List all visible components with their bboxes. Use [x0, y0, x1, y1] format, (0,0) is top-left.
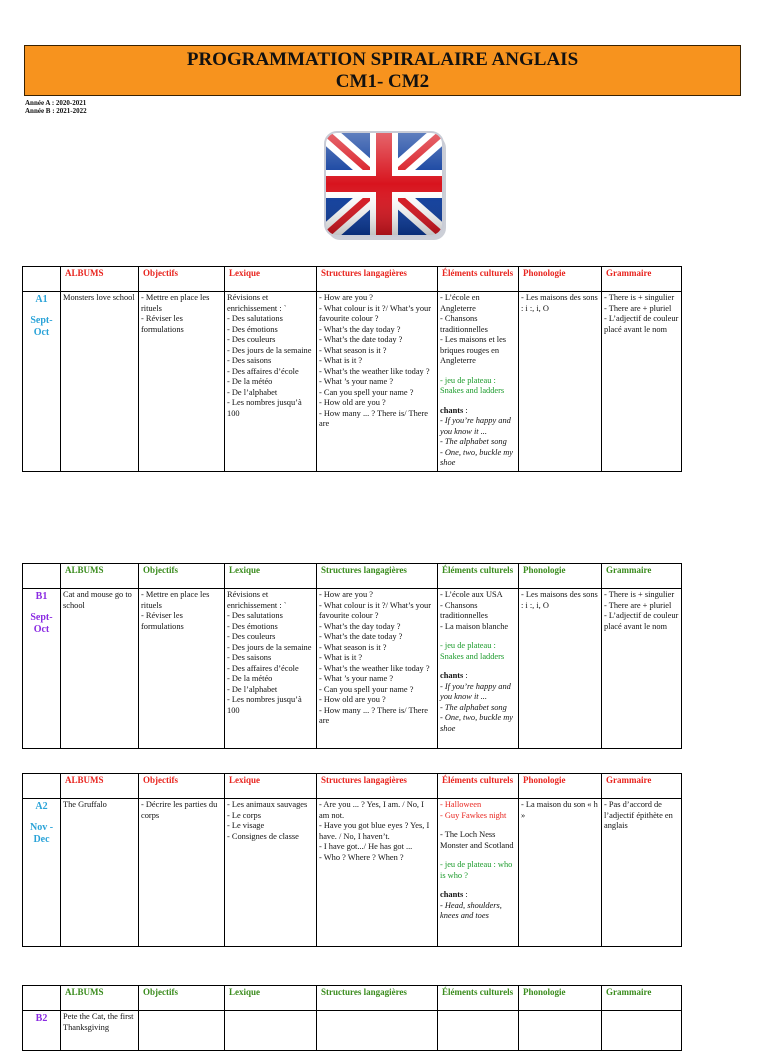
period-code: A1: [35, 294, 48, 305]
grammaire-cell: - Pas d’accord de l’adjectif épithète en anglais: [602, 799, 682, 947]
col-culture: Éléments culturels: [438, 986, 519, 1011]
col-grammaire: Grammaire: [602, 986, 682, 1011]
col-lexique: Lexique: [225, 564, 317, 589]
culture-cell: - Halloween - Guy Fawkes night - The Loch Ness Monster and Scotland - jeu de plateau : who is who ? chants : - Head, shoulders, knees and toes: [438, 799, 519, 947]
objectifs-cell: - Décrire les parties du corps: [139, 799, 225, 947]
program-table-b2: [22, 985, 682, 1051]
culture-game: - jeu de plateau : who is who ?: [440, 860, 513, 880]
lexique-cell: Révisions et enrichissement : ` - Des salutations - Des émotions - Des couleurs - Des jours de la semaine - Des saisons - Des affaires d’école - De la météo - De l’alphabet - Les nombres jusqu’à 100: [225, 292, 317, 472]
culture-guy-fawkes: - Guy Fawkes night: [440, 810, 507, 820]
col-albums: ALBUMS: [61, 774, 139, 799]
col-phonologie: Phonologie: [519, 774, 602, 799]
col-culture: Éléments culturels: [438, 564, 519, 589]
col-albums: ALBUMS: [61, 267, 139, 292]
phonologie-cell: - La maison du son « h »: [519, 799, 602, 947]
col-grammaire: Grammaire: [602, 564, 682, 589]
grammaire-cell: - There is + singulier - There are + pluriel - L’adjectif de couleur placé avant le nom: [602, 589, 682, 749]
col-phonologie: Phonologie: [519, 267, 602, 292]
culture-cell: - L’école en Angleterre - Chansons traditionnelles - Les maisons et les briques rouges en Angleterre - jeu de plateau : Snakes and ladders chants : - If you’re happy and you know it ... - The alphabet song - One, two, buckle my shoe: [438, 292, 519, 472]
period-code: B1: [35, 591, 48, 602]
page-title: PROGRAMMATION SPIRALAIRE ANGLAIS: [186, 49, 579, 70]
phonologie-cell: - Les maisons des sons : i :, i, O: [519, 292, 602, 472]
period-months: Sept- Oct: [30, 612, 53, 635]
col-structures: Structures langagières: [317, 774, 438, 799]
uk-flag-icon: [321, 128, 448, 241]
period-cell: [23, 292, 61, 472]
header-empty: [23, 564, 61, 589]
culture-game: - jeu de plateau : Snakes and ladders: [440, 375, 505, 395]
chants-label: chants: [440, 405, 464, 415]
col-objectifs: Objectifs: [139, 774, 225, 799]
period-code: B2: [35, 1013, 48, 1024]
chants-label: chants: [440, 890, 464, 899]
header-empty: [23, 774, 61, 799]
header-empty: [23, 267, 61, 292]
album-cell: The Gruffalo: [61, 799, 139, 947]
col-structures: Structures langagières: [317, 267, 438, 292]
col-objectifs: Objectifs: [139, 564, 225, 589]
col-phonologie: Phonologie: [519, 564, 602, 589]
program-table-a1: [22, 266, 682, 472]
col-phonologie: Phonologie: [519, 986, 602, 1011]
culture-cell: - L’école aux USA - Chansons traditionnelles - La maison blanche - jeu de plateau : Snakes and ladders chants : - If you’re happy and you know it ... - The alphabet song - One, two, buckle my shoe: [438, 589, 519, 749]
culture-text: - The Loch Ness Monster and Scotland: [440, 830, 514, 850]
col-grammaire: Grammaire: [602, 267, 682, 292]
col-structures: Structures langagières: [317, 986, 438, 1011]
col-culture: Éléments culturels: [438, 774, 519, 799]
school-years: [25, 99, 87, 115]
period-cell: [23, 1011, 61, 1051]
culture-halloween: - Halloween: [440, 800, 482, 809]
col-grammaire: Grammaire: [602, 774, 682, 799]
album-cell: Cat and mouse go to school: [61, 589, 139, 749]
program-table-b1: [22, 563, 682, 749]
page-subtitle: CM1- CM2: [335, 71, 430, 92]
year-b: Année B : 2021-2022: [25, 107, 87, 115]
album-cell: Pete the Cat, the first Thanksgiving: [61, 1011, 139, 1051]
grammaire-cell: - There is + singulier - There are + pluriel - L’adjectif de couleur placé avant le nom: [602, 292, 682, 472]
culture-game: - jeu de plateau : Snakes and ladders: [440, 641, 505, 661]
period-cell: [23, 589, 61, 749]
structures-cell: - How are you ? - What colour is it ?/ What’s your favourite colour ? - What’s the day today ? - What’s the date today ? - What season is it ? - What is it ? - What’s the weather like today ? - What ’s your name ? - Can you spell your name ? - How old are you ? - How many ... ? There is/ There are: [317, 589, 438, 749]
program-table-a2: [22, 773, 682, 947]
col-lexique: Lexique: [225, 774, 317, 799]
phonologie-cell: - Les maisons des sons : i :, i, O: [519, 589, 602, 749]
col-albums: ALBUMS: [61, 986, 139, 1011]
period-code: A2: [35, 801, 48, 812]
col-structures: Structures langagières: [317, 564, 438, 589]
col-albums: ALBUMS: [61, 564, 139, 589]
culture-text: - L’école aux USA - Chansons traditionnelles - La maison blanche: [440, 590, 509, 631]
structures-cell: - How are you ? - What colour is it ?/ What’s your favourite colour ? - What’s the day today ? - What’s the date today ? - What season is it ? - What is it ? - What’s the weather like today ? - What ’s your name ? - Can you spell your name ? - How old are you ? - How many ... ? There is/ There are: [317, 292, 438, 472]
col-lexique: Lexique: [225, 267, 317, 292]
col-lexique: Lexique: [225, 986, 317, 1011]
chants-label: chants: [440, 671, 464, 680]
lexique-cell: Révisions et enrichissement : ` - Des salutations - Des émotions - Des couleurs - Des jours de la semaine - Des saisons - Des affaires d’école - De la météo - De l’alphabet - Les nombres jusqu’à 100: [225, 589, 317, 749]
col-culture: Éléments culturels: [438, 267, 519, 292]
chants-list: - If you’re happy and you know it ... - The alphabet song - One, two, buckle my shoe: [440, 681, 514, 733]
objectifs-cell: - Mettre en place les rituels - Réviser les formulations: [139, 589, 225, 749]
album-cell: Monsters love school: [61, 292, 139, 472]
structures-cell: - Are you ... ? Yes, I am. / No, I am not. - Have you got blue eyes ? Yes, I have. / No, I haven’t. - I have got.../ He has got ... - Who ? Where ? When ?: [317, 799, 438, 947]
period-months: Nov - Dec: [29, 822, 54, 845]
objectifs-cell: - Mettre en place les rituels - Réviser les formulations: [139, 292, 225, 472]
year-a: Année A : 2020-2021: [25, 99, 87, 107]
col-objectifs: Objectifs: [139, 986, 225, 1011]
col-objectifs: Objectifs: [139, 267, 225, 292]
lexique-cell: - Les animaux sauvages - Le corps - Le visage - Consignes de classe: [225, 799, 317, 947]
chants-list: - If you’re happy and you know it ... - The alphabet song - One, two, buckle my shoe: [440, 416, 514, 467]
title-banner: [24, 45, 741, 96]
header-empty: [23, 986, 61, 1011]
chants-list: - Head, shoulders, knees and toes: [440, 900, 502, 920]
culture-text: - L’école en Angleterre - Chansons traditionnelles - Les maisons et les briques rouges en Angleterre: [440, 293, 507, 365]
period-cell: [23, 799, 61, 947]
period-months: Sept- Oct: [30, 315, 53, 338]
